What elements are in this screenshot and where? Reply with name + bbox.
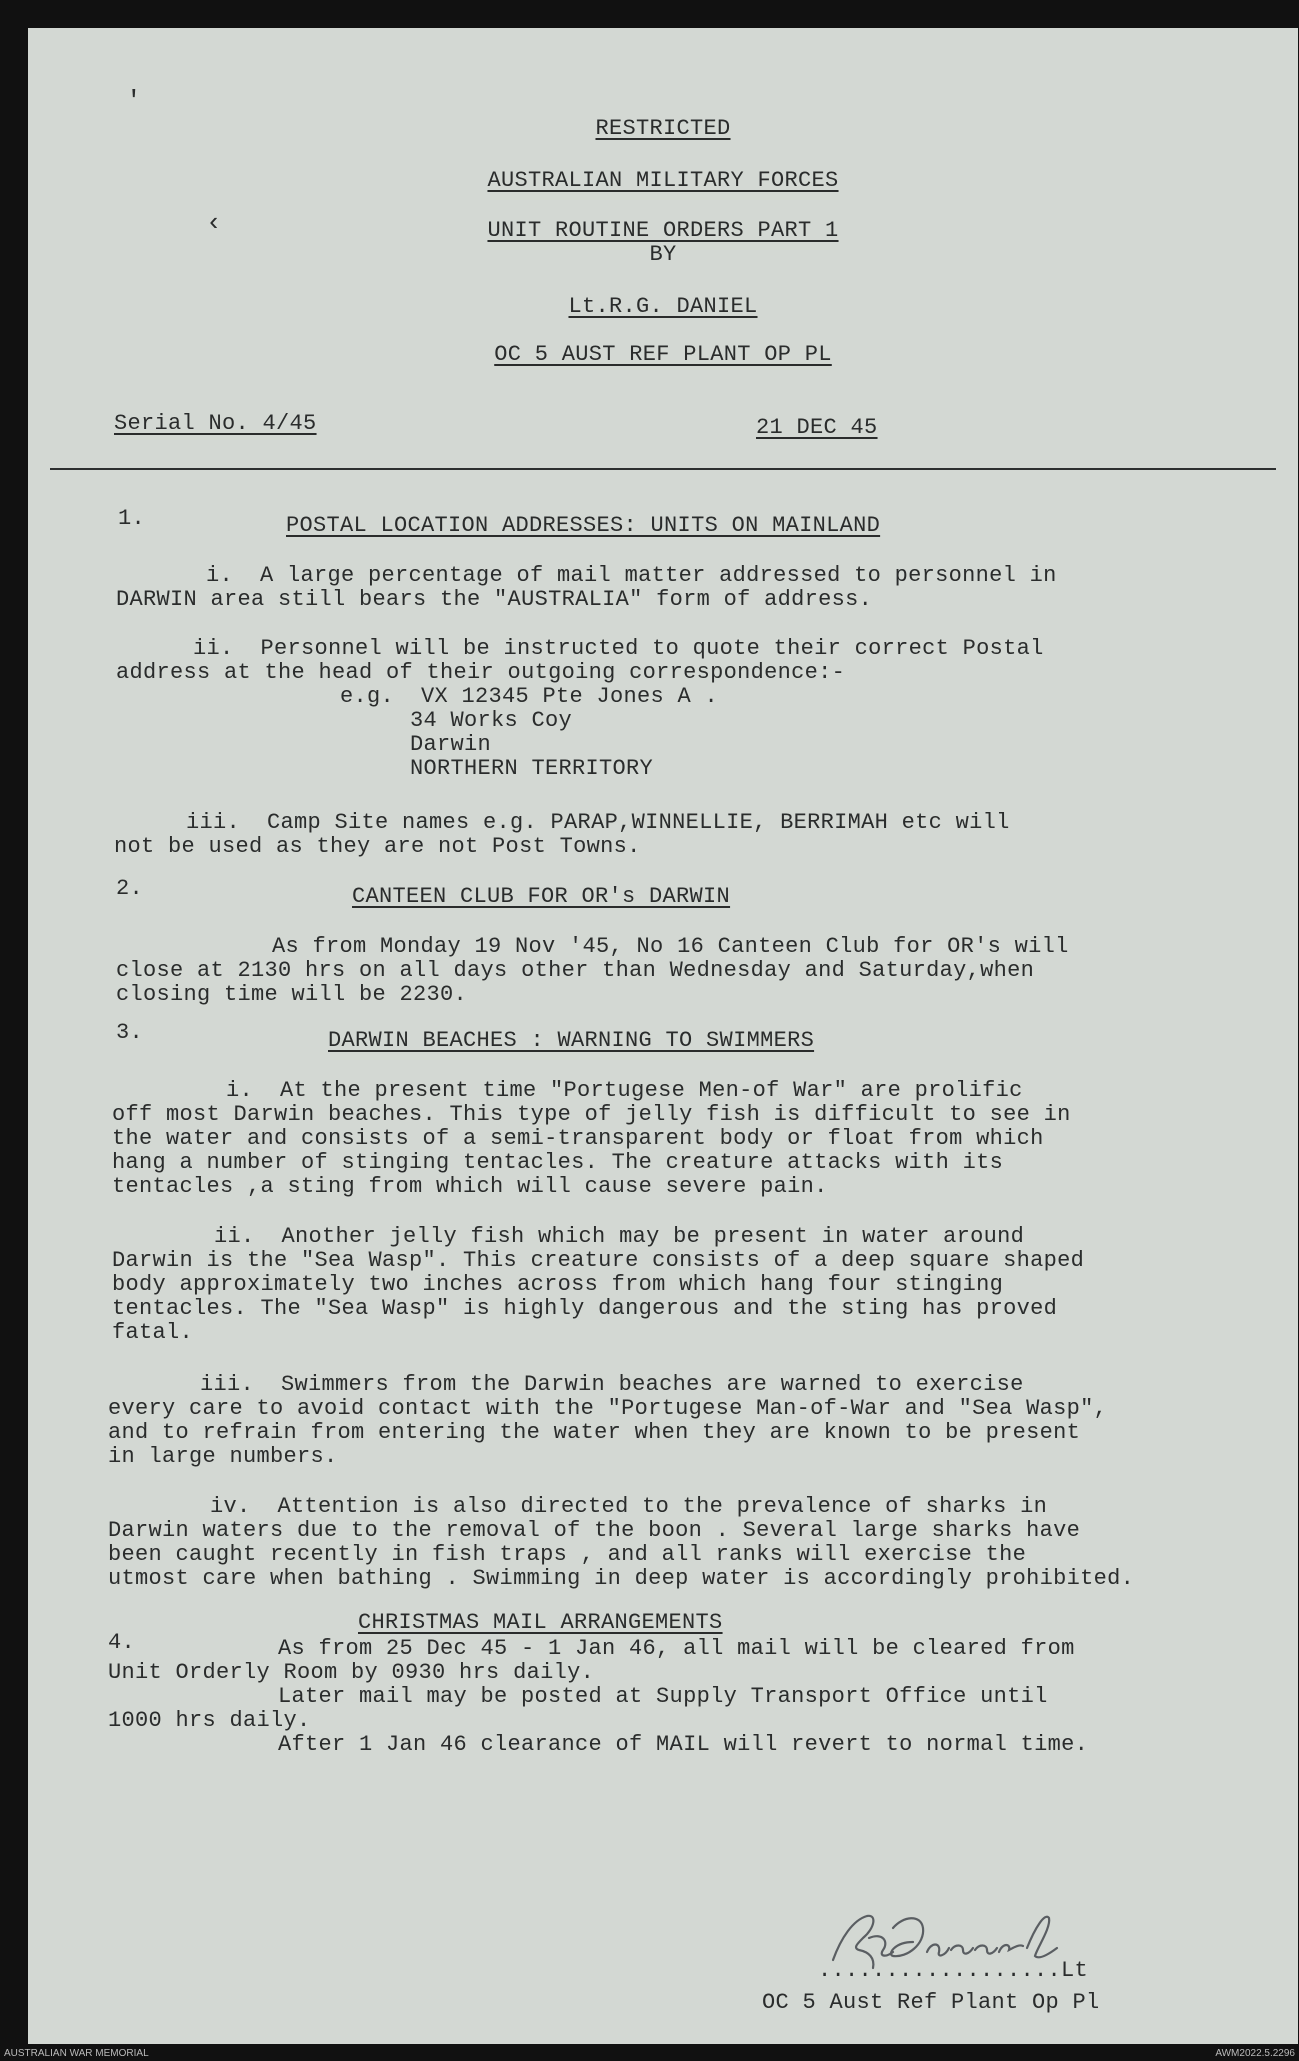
section-3-text: Darwin waters due to the removal of the boon . Several large sharks have: [108, 1518, 1081, 1543]
handwritten-tick: ‹: [206, 208, 222, 238]
section-3-text: iv. Attention is also directed to the prevalence of sharks in: [210, 1494, 1048, 1519]
section-3-text: hang a number of stinging tentacles. The creature attacks with its: [112, 1150, 1004, 1175]
section-1-heading: POSTAL LOCATION ADDRESSES: UNITS ON MAINLAND: [286, 513, 881, 538]
section-3-text: Darwin is the "Sea Wasp". This creature consists of a deep square shaped: [112, 1248, 1085, 1273]
section-2-text: closing time will be 2230.: [116, 982, 468, 1007]
section-1-number: 1.: [118, 506, 146, 531]
unit-name: OC 5 AUST REF PLANT OP PL: [494, 342, 832, 367]
header-divider: [50, 468, 1276, 470]
footer-accession: AWM2022.5.2296: [1215, 2048, 1295, 2059]
document-title: UNIT ROUTINE ORDERS PART 1: [487, 218, 839, 243]
section-3-text: in large numbers.: [108, 1444, 338, 1469]
address-example: 34 Works Coy: [410, 708, 573, 733]
by-label: BY: [649, 242, 677, 267]
section-3-text: every care to avoid contact with the "Portugese Man-of-War and "Sea Wasp",: [108, 1396, 1108, 1421]
signature-line: ..................Lt: [818, 1958, 1089, 1983]
serial-number: Serial No. 4/45: [114, 411, 317, 436]
section-4-text: As from 25 Dec 45 - 1 Jan 46, all mail will be cleared from: [278, 1636, 1075, 1661]
section-1-text: iii. Camp Site names e.g. PARAP,WINNELLIE, BERRIMAH etc will: [186, 810, 1010, 835]
section-3-text: and to refrain from entering the water when they are known to be present: [108, 1420, 1081, 1445]
address-example: Darwin: [410, 732, 492, 757]
section-3-heading: DARWIN BEACHES : WARNING TO SWIMMERS: [328, 1028, 815, 1053]
section-4-number: 4.: [108, 1630, 136, 1655]
classification: RESTRICTED: [595, 116, 731, 141]
section-3-text: body approximately two inches across from which hang four stinging: [112, 1272, 1004, 1297]
section-1-text: i. A large percentage of mail matter addressed to personnel in: [206, 563, 1057, 588]
section-2-heading: CANTEEN CLUB FOR OR's DARWIN: [352, 884, 731, 909]
section-2-number: 2.: [116, 876, 144, 901]
address-example: NORTHERN TERRITORY: [410, 756, 654, 781]
footer-source: AUSTRALIAN WAR MEMORIAL: [4, 2048, 149, 2059]
section-3-text: the water and consists of a semi-transparent body or float from which: [112, 1126, 1044, 1151]
force-name: AUSTRALIAN MILITARY FORCES: [487, 168, 839, 193]
section-1-text: not be used as they are not Post Towns.: [114, 834, 641, 859]
officer-name: Lt.R.G. DANIEL: [568, 294, 758, 319]
section-1-text: DARWIN area still bears the "AUSTRALIA" form of address.: [116, 587, 873, 612]
section-3-text: tentacles ,a sting from which will cause severe pain.: [112, 1174, 828, 1199]
document-date: 21 DEC 45: [756, 415, 878, 440]
section-3-text: fatal.: [112, 1320, 194, 1345]
section-3-text: utmost care when bathing . Swimming in deep water is accordingly prohibited.: [108, 1566, 1135, 1591]
section-3-text: off most Darwin beaches. This type of jelly fish is difficult to see in: [112, 1102, 1071, 1127]
section-3-text: ii. Another jelly fish which may be present in water around: [214, 1224, 1025, 1249]
section-4-text: Later mail may be posted at Supply Transport Office until: [278, 1684, 1048, 1709]
section-4-text: 1000 hrs daily.: [108, 1708, 311, 1733]
address-example: e.g. VX 12345 Pte Jones A .: [340, 684, 719, 709]
section-3-text: tentacles. The "Sea Wasp" is highly dangerous and the sting has proved: [112, 1296, 1058, 1321]
section-3-text: been caught recently in fish traps , and all ranks will exercise the: [108, 1542, 1027, 1567]
section-3-text: i. At the present time "Portugese Men-of War" are prolific: [226, 1078, 1023, 1103]
section-2-text: As from Monday 19 Nov '45, No 16 Canteen Club for OR's will: [272, 934, 1069, 959]
section-3-text: iii. Swimmers from the Darwin beaches are warned to exercise: [200, 1372, 1024, 1397]
section-1-text: ii. Personnel will be instructed to quote their correct Postal: [193, 636, 1044, 661]
section-4-text: Unit Orderly Room by 0930 hrs daily.: [108, 1660, 595, 1685]
signature-block: OC 5 Aust Ref Plant Op Pl: [762, 1990, 1100, 2015]
section-4-text: After 1 Jan 46 clearance of MAIL will revert to normal time.: [278, 1732, 1089, 1757]
section-1-text: address at the head of their outgoing correspondence:-: [116, 660, 846, 685]
section-4-heading: CHRISTMAS MAIL ARRANGEMENTS: [358, 1610, 723, 1635]
document-page: [28, 28, 1298, 2044]
pencil-mark: ': [126, 86, 142, 116]
section-3-number: 3.: [116, 1020, 144, 1045]
section-2-text: close at 2130 hrs on all days other than Wednesday and Saturday,when: [116, 958, 1035, 983]
